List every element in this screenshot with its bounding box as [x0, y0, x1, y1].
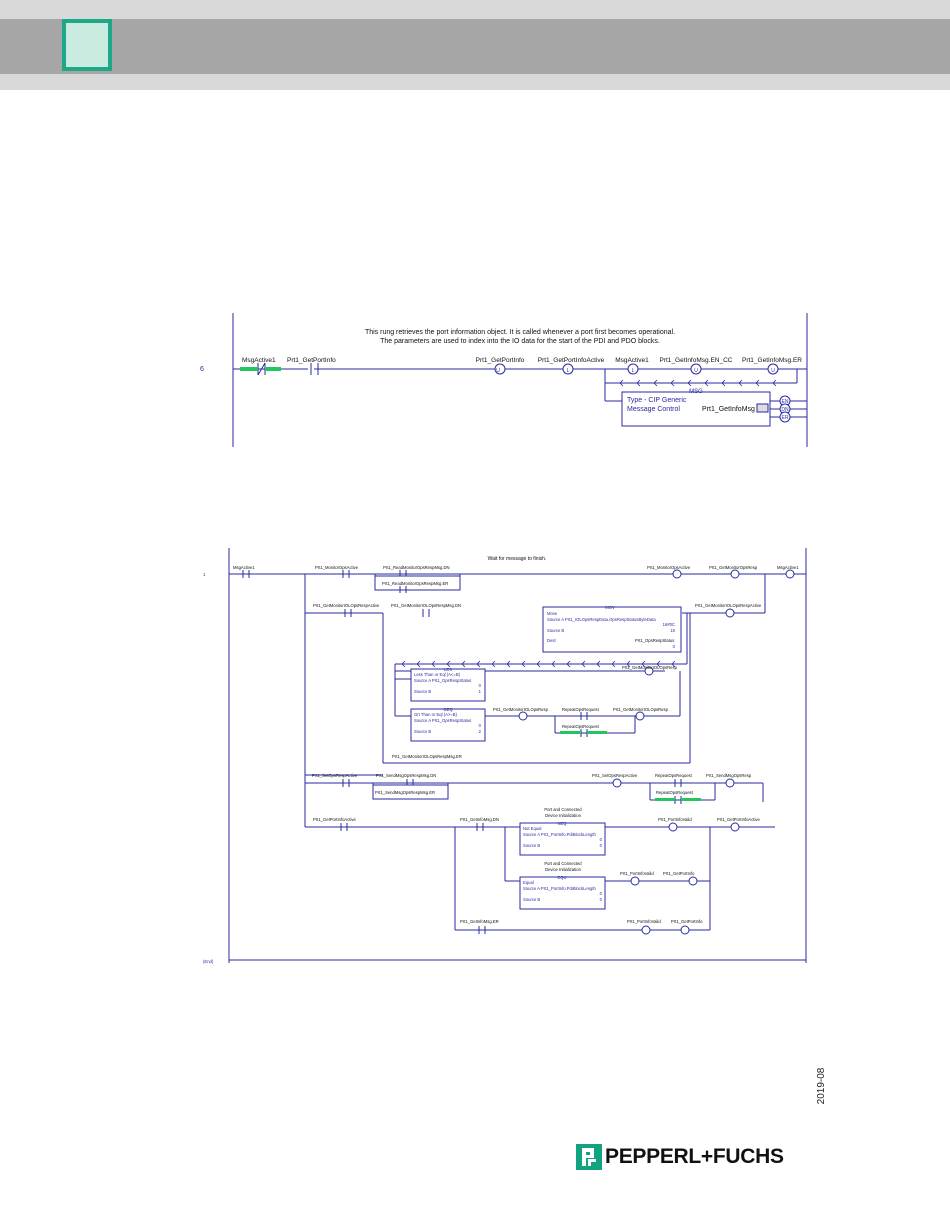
block-title: Less Than or Eql (A<=B) — [414, 672, 461, 677]
block-header: MOV — [605, 605, 615, 610]
tag-label: Prt1_GetMonitorIOLOpsRespMsg.ER — [392, 754, 462, 759]
tag-label: Prt1_SendMsgOpsRespMsg.DN — [376, 773, 437, 778]
end-label: (End) — [203, 959, 214, 964]
rung7-number: 1 — [203, 572, 206, 577]
rung6-comment-1: This rung retrieves the port information object. It is called whenever a port first becomes operational. — [364, 329, 676, 336]
block-title: Move — [547, 611, 558, 616]
tag-label: Prt1_PortInfoValid — [620, 871, 654, 876]
rung6-comment-2: The parameters are used to index into the IO data for the start of the PDI and PDO blocks. — [380, 338, 660, 345]
brand-name: PEPPERL+FUCHS — [605, 1145, 784, 1168]
document-date: 2019-08 — [816, 1067, 827, 1105]
coil-type: U — [694, 368, 698, 374]
block-source-a: Source A Prt1_IOLOpsRespData.OpsRespStatusByteData — [547, 617, 656, 622]
ladder-rung-6 — [185, 305, 825, 455]
tag-label: Prt1_GetMonitorIOLOpsResp — [622, 665, 677, 670]
rung7-comment: Wait for message to finish. — [487, 556, 547, 562]
ladder-rung-7 — [195, 545, 815, 970]
tag-label: Prt1_SendMsgOpsResp — [706, 773, 752, 778]
contact-label: MsgActive1 — [242, 357, 276, 364]
tag-label: Prt1_ReadMonitorOpsRespMsg.DN — [383, 565, 450, 570]
coil-label: Prt1_GetPortInfo — [475, 357, 525, 364]
block-value: 0 — [672, 644, 675, 649]
tag-label: Prt1_SendMsgOpsRespMsg.ER — [375, 790, 436, 795]
block-source-a: Source A Prt1_OpsRespStatus — [414, 678, 472, 683]
tag-label: Prt1_GetInfoMsg.ER — [460, 919, 499, 924]
block-value: 0 — [599, 837, 602, 842]
tag-label: Prt1_GetMonitorIOLOpsRespActive — [313, 603, 380, 608]
tag-label: Prt1_GetMonitorIOLOpsRespActive — [695, 603, 762, 608]
block-source-b: Source B — [523, 843, 541, 848]
block-note: Port and Connected — [544, 807, 582, 812]
block-value: 1 — [478, 689, 481, 694]
tag-label: Prt1_GetPortInfo — [663, 871, 695, 876]
block-header: EQU — [557, 875, 567, 880]
tag-label: Prt1_SetOpsRespActive — [592, 773, 638, 778]
block-header: LES — [444, 667, 452, 672]
tag-label: Prt1_MonitorOpsActive — [315, 565, 359, 570]
block-note: Port and Connected — [544, 861, 582, 866]
block-value: 0 — [478, 723, 481, 728]
block-dest-tag: Prt1_OpsRespStatus — [635, 638, 675, 643]
block-value: 0 — [478, 683, 481, 688]
rung6-number: 6 — [200, 366, 204, 373]
block-header: GEQ — [443, 707, 453, 712]
block-source-a: Source A Prt1_PortInfo.PdiBlockLength — [523, 832, 596, 837]
msg-tag: Prt1_GetInfoMsg — [702, 406, 755, 413]
block-value: 0 — [599, 891, 602, 896]
block-dest: Dest — [547, 638, 556, 643]
tag-label: RepeatOpsRequest — [656, 790, 693, 795]
coil-type: L — [631, 368, 635, 374]
tag-label: Prt1_GetInfoMsg.DN — [460, 817, 499, 822]
tag-label: Prt1_GetPortInfoActive — [717, 817, 760, 822]
tag-label: RepeatOpsRequest — [655, 773, 692, 778]
pepperl-fuchs-logo-icon — [576, 1144, 602, 1170]
block-value: 16 — [670, 628, 675, 633]
block-note: Device Initialization — [545, 813, 581, 818]
coil-label: Prt1_GetInfoMsg.ER — [742, 357, 802, 364]
tag-label: Prt1_GetMonitorIOLOpsResp — [613, 707, 668, 712]
block-source-a: Source A Prt1_PortInfo.PdiBlockLength — [523, 886, 596, 891]
tag-label: Prt1_GetMonitorIOLOpsResp — [493, 707, 548, 712]
tag-label: Prt1_GetPortInfo — [671, 919, 703, 924]
block-source-b: Source B — [414, 729, 432, 734]
block-value: 0 — [599, 897, 602, 902]
block-header: NEQ — [557, 821, 567, 826]
tag-label: Prt1_ReadMonitorOpsRespMsg.ER — [382, 581, 449, 586]
tag-label: MsgActive1 — [233, 565, 255, 570]
brand-logo-block — [576, 1142, 784, 1172]
msg-output: ER — [781, 415, 789, 421]
block-title: Grt Than or Eql (A>=B) — [414, 712, 457, 717]
header-bar — [0, 19, 950, 74]
block-title: Not Equal — [523, 826, 542, 831]
msg-control: Message Control — [627, 406, 680, 413]
block-title: Equal — [523, 880, 534, 885]
block-note: Device Initialization — [545, 867, 581, 872]
coil-type: U — [771, 368, 775, 374]
block-value: 2 — [478, 729, 481, 734]
tag-label: Prt1_MonitorOpsActive — [647, 565, 691, 570]
coil-label: MsgActive1 — [615, 357, 649, 364]
tag-label: MsgActive1 — [777, 565, 799, 570]
tag-label: Prt1_GetPortInfoActive — [313, 817, 356, 822]
tag-label: RepeatOpsRequest — [562, 724, 599, 729]
block-source-b: Source B — [523, 897, 541, 902]
tag-label: Prt1_GetMonitorIOLOpsRespMsg.DN — [391, 603, 462, 608]
msg-output: EN — [781, 399, 789, 405]
coil-type: U — [496, 368, 500, 374]
tag-label: Prt1_GetMonitorOpsResp — [709, 565, 758, 570]
tag-label: Prt1_PortInfoValid — [658, 817, 692, 822]
coil-type: L — [566, 368, 570, 374]
block-source-b: Source B — [547, 628, 565, 633]
msg-header: MSG — [689, 389, 703, 395]
tag-label: Prt1_SetOpsRespActive — [312, 773, 358, 778]
block-source-a: Source A Prt1_OpsRespStatus — [414, 718, 472, 723]
block-value: 16#0C — [662, 622, 675, 627]
block-value: 0 — [599, 843, 602, 848]
contact-label: Prt1_GetPortInfo — [287, 357, 336, 364]
chapter-marker — [62, 19, 112, 71]
coil-label: Prt1_GetPortInfoActive — [537, 357, 605, 364]
msg-type: Type - CIP Generic — [627, 397, 687, 404]
coil-label: Prt1_GetInfoMsg.EN_CC — [659, 357, 733, 364]
msg-output: DN — [781, 407, 789, 413]
tag-label: Prt1_PortInfoValid — [627, 919, 661, 924]
block-source-b: Source B — [414, 689, 432, 694]
tag-label: RepeatOpsRequest — [562, 707, 599, 712]
